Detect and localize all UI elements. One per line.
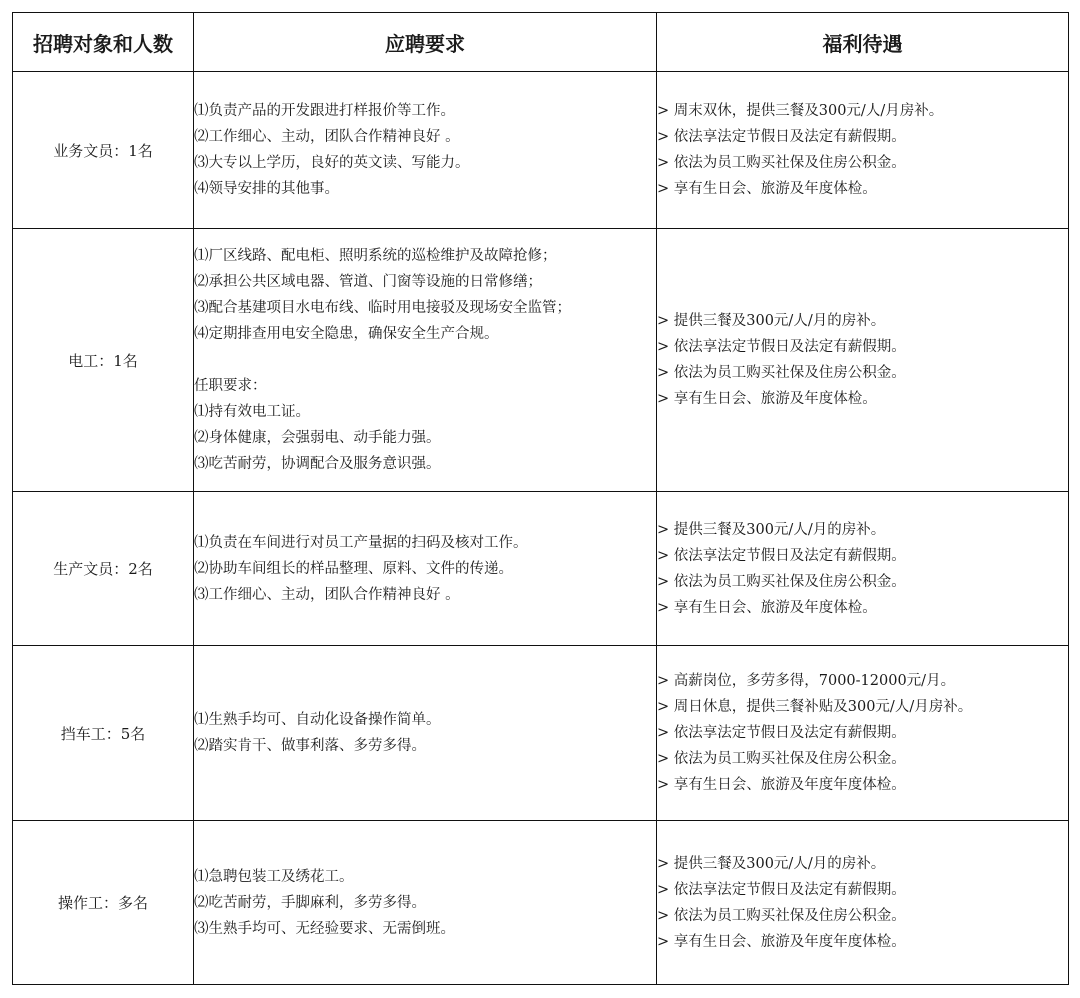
qualification-item: ⑵身体健康，会强弱电、动手能力强。 (194, 430, 441, 446)
benefit-item: > 高薪岗位，多劳多得，7000-12000元/月。 (657, 673, 956, 689)
table-header-row (13, 13, 1069, 72)
table-row (13, 646, 1069, 821)
benefit-item: > 享有生日会、旅游及年度体检。 (657, 599, 877, 616)
benefit-item: > 享有生日会、旅游及年度体检。 (657, 181, 877, 197)
requirement-item: ⑴负责在车间进行对员工产量据的扫码及核对工作。 (194, 534, 528, 551)
benefits-cell (657, 229, 1069, 492)
requirements-cell (194, 646, 657, 821)
requirement-item: ⑵踏实肯干、做事利落、多劳多得。 (194, 738, 426, 754)
requirement-item: ⑵吃苦耐劳，手脚麻利，多劳多得。 (194, 894, 426, 911)
recruitment-table (12, 12, 1069, 985)
benefit-item: > 享有生日会、旅游及年度年度体检。 (657, 933, 906, 950)
benefit-item: > 依法为员工购买社保及住房公积金。 (657, 573, 906, 590)
requirement-item: ⑵工作细心、主动，团队合作精神良好 。 (194, 129, 460, 145)
benefit-item: > 依法为员工购买社保及住房公积金。 (657, 155, 906, 171)
qualification-item: ⑴持有效电工证。 (194, 404, 310, 420)
requirement-item: ⑶大专以上学历，良好的英文读、写能力。 (194, 155, 470, 171)
position-cell: 挡车工：5名 (13, 646, 194, 821)
benefit-item: > 周日休息，提供三餐补贴及300元/人/月房补。 (657, 699, 973, 715)
benefit-item: > 依法享法定节假日及法定有薪假期。 (657, 547, 906, 564)
benefit-item: > 享有生日会、旅游及年度体检。 (657, 391, 877, 407)
requirements-cell (194, 492, 657, 646)
requirement-item: ⑷定期排查用电安全隐患，确保安全生产合规。 (194, 326, 499, 342)
benefit-item: > 依法为员工购买社保及住房公积金。 (657, 365, 906, 381)
table-row (13, 492, 1069, 646)
table-row (13, 229, 1069, 492)
header-position: 招聘对象和人数 (13, 13, 194, 72)
benefit-item: > 提供三餐及300元/人/月的房补。 (657, 313, 886, 329)
qualification-title: 任职要求： (194, 378, 267, 394)
requirement-item: ⑴生熟手均可、自动化设备操作简单。 (194, 712, 441, 728)
benefits-cell (657, 646, 1069, 821)
requirements-cell (194, 229, 657, 492)
table-row (13, 821, 1069, 985)
requirement-item: ⑴负责产品的开发跟进打样报价等工作。 (194, 103, 455, 119)
position-cell: 操作工：多名 (13, 821, 194, 985)
requirements-cell (194, 821, 657, 985)
requirement-item: ⑶工作细心、主动，团队合作精神良好 。 (194, 586, 460, 603)
position-cell: 电工：1名 (13, 229, 194, 492)
benefit-item: > 依法为员工购买社保及住房公积金。 (657, 751, 906, 767)
requirement-item: ⑴厂区线路、配电柜、照明系统的巡检维护及故障抢修； (194, 248, 557, 264)
spacer (194, 347, 656, 373)
benefit-item: > 依法享法定节假日及法定有薪假期。 (657, 129, 906, 145)
benefit-item: > 依法享法定节假日及法定有薪假期。 (657, 339, 906, 355)
table-row (13, 72, 1069, 229)
benefits-cell (657, 492, 1069, 646)
requirement-item: ⑶配合基建项目水电布线、临时用电接驳及现场安全监管； (194, 300, 571, 316)
requirement-item: ⑶生熟手均可、无经验要求、无需倒班。 (194, 920, 455, 937)
requirement-item: ⑵承担公共区域电器、管道、门窗等设施的日常修缮； (194, 274, 542, 290)
position-cell: 业务文员：1名 (13, 72, 194, 229)
requirement-item: ⑷领导安排的其他事。 (194, 181, 339, 197)
benefit-item: > 提供三餐及300元/人/月的房补。 (657, 855, 886, 872)
benefits-cell (657, 821, 1069, 985)
header-benefits: 福利待遇 (657, 13, 1069, 72)
benefit-item: > 提供三餐及300元/人/月的房补。 (657, 521, 886, 538)
position-cell: 生产文员：2名 (13, 492, 194, 646)
requirement-item: ⑵协助车间组长的样品整理、原料、文件的传递。 (194, 560, 513, 577)
header-requirements: 应聘要求 (194, 13, 657, 72)
benefit-item: > 依法享法定节假日及法定有薪假期。 (657, 725, 906, 741)
benefit-item: > 依法为员工购买社保及住房公积金。 (657, 907, 906, 924)
benefit-item: > 享有生日会、旅游及年度年度体检。 (657, 777, 906, 793)
benefit-item: > 周末双休，提供三餐及300元/人/月房补。 (657, 103, 944, 119)
benefits-cell (657, 72, 1069, 229)
qualification-item: ⑶吃苦耐劳，协调配合及服务意识强。 (194, 456, 441, 472)
requirement-item: ⑴急聘包装工及绣花工。 (194, 868, 354, 885)
requirements-cell (194, 72, 657, 229)
benefit-item: > 依法享法定节假日及法定有薪假期。 (657, 881, 906, 898)
